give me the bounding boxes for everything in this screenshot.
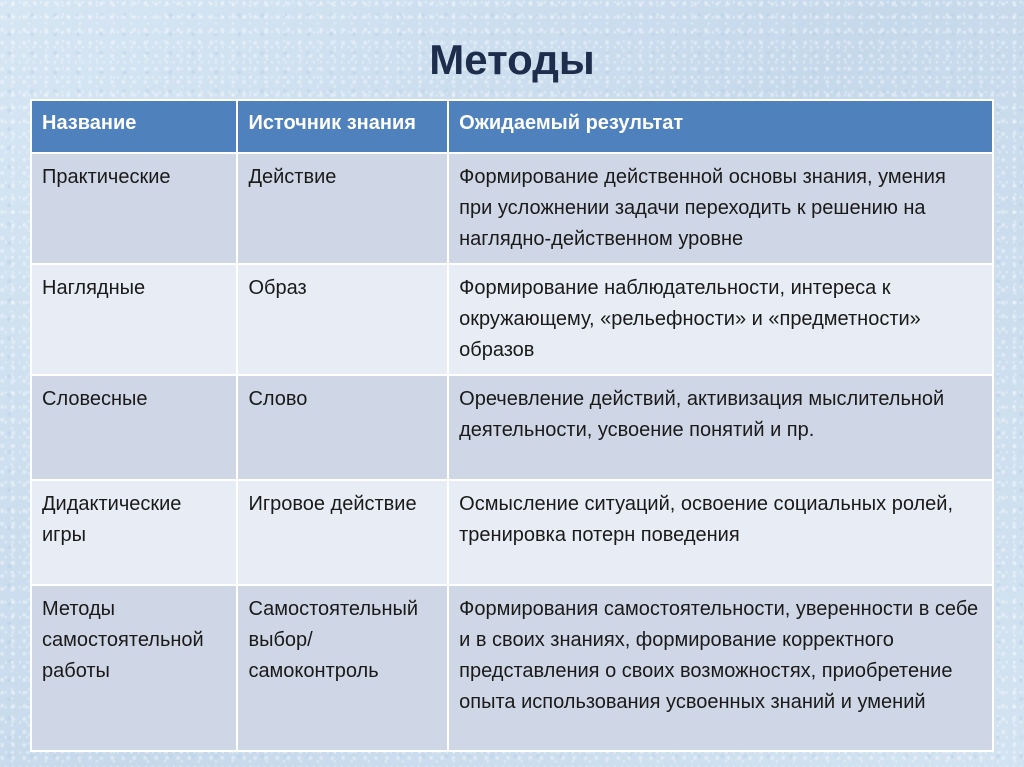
cell-name: Наглядные: [31, 264, 237, 375]
cell-name: Дидактические игры: [31, 480, 237, 585]
cell-result: Формирования самостоятельности, уверенности в себе и в своих знаниях, формирование корректного представления о своих возможностях, приобретение опыта использования усвоенных знаний и умений: [448, 585, 993, 751]
table-header-row: [31, 100, 993, 153]
cell-name: Практические: [31, 153, 237, 264]
header-result: Ожидаемый результат: [448, 100, 993, 153]
cell-source: Слово: [237, 375, 448, 480]
cell-result: Формирование наблюдательности, интереса к окружающему, «рельефности» и «предметности» образов: [448, 264, 993, 375]
table-row: [31, 153, 993, 264]
cell-result: Оречевление действий, активизация мыслительной деятельности, усвоение понятий и пр.: [448, 375, 993, 480]
cell-source: Самостоятельный выбор/ самоконтроль: [237, 585, 448, 751]
table-row: [31, 585, 993, 751]
cell-name: Методы самостоятельной работы: [31, 585, 237, 751]
header-source: Источник знания: [237, 100, 448, 153]
table-row: [31, 264, 993, 375]
cell-source: Игровое действие: [237, 480, 448, 585]
slide-title: Методы: [429, 36, 595, 83]
cell-source: Действие: [237, 153, 448, 264]
cell-result: Формирование действенной основы знания, умения при усложнении задачи переходить к решению на наглядно-действенном уровне: [448, 153, 993, 264]
table-row: [31, 375, 993, 480]
header-name: Название: [31, 100, 237, 153]
cell-source: Образ: [237, 264, 448, 375]
cell-result: Осмысление ситуаций, освоение социальных ролей, тренировка потерн поведения: [448, 480, 993, 585]
table-row: [31, 480, 993, 585]
methods-table: [30, 99, 994, 752]
cell-name: Словесные: [31, 375, 237, 480]
